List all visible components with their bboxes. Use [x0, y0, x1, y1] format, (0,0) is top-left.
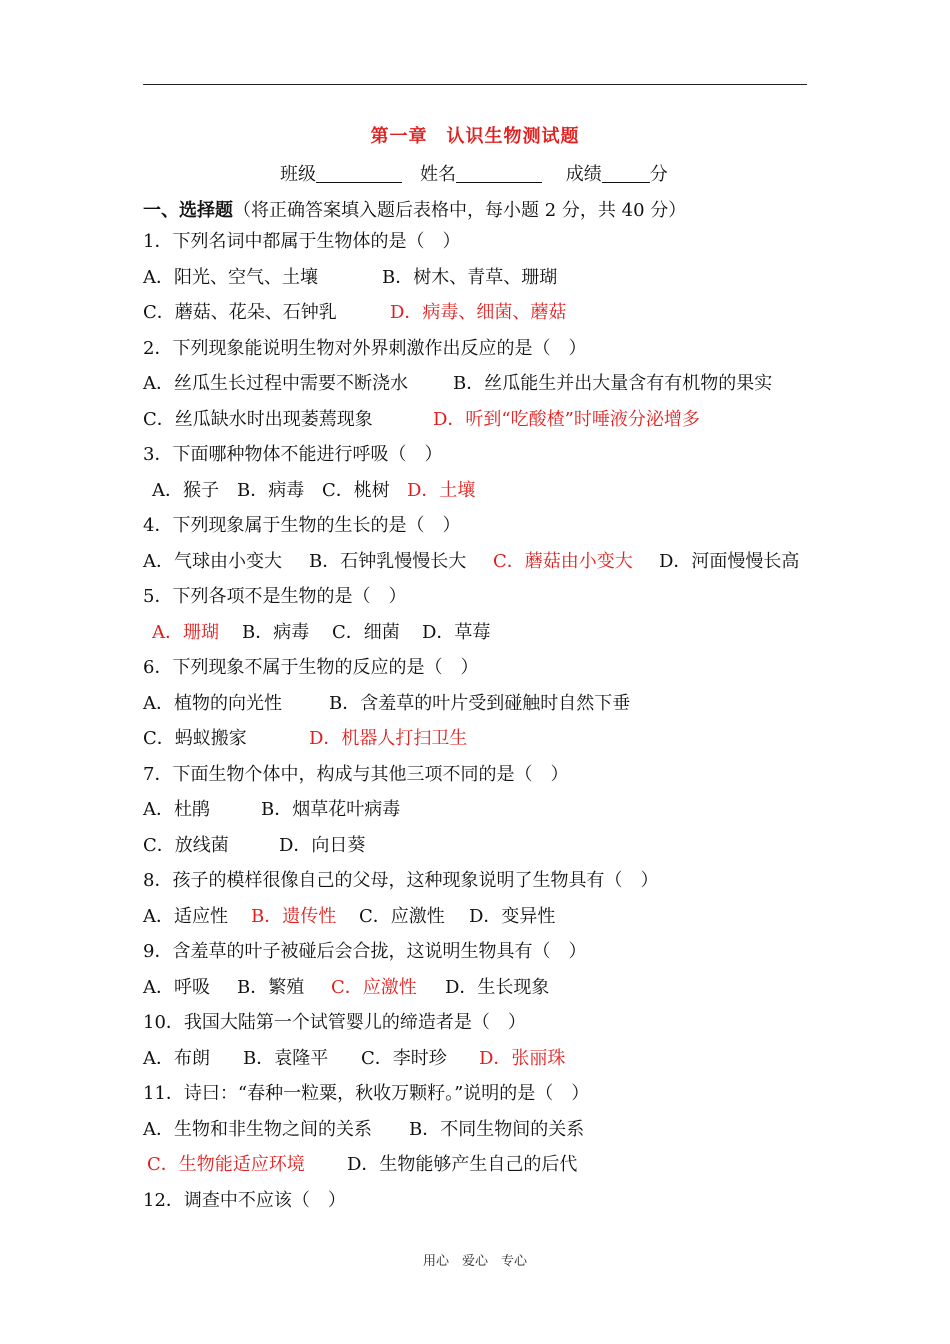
option-c[interactable]: C．蘑菇、花朵、石钟乳 — [143, 302, 337, 323]
option-a[interactable]: A．适应性 — [143, 906, 228, 927]
option-b[interactable]: B．含羞草的叶片受到碰触时自然下垂 — [329, 693, 631, 714]
question-8: 8．孩子的模样很像自己的父母，这种现象说明了生物具有（ ） — [143, 870, 659, 891]
option-a[interactable]: A．生物和非生物之间的关系 — [143, 1119, 372, 1140]
option-a[interactable]: A．呼吸 — [143, 977, 210, 998]
option-b[interactable]: B．烟草花叶病毒 — [261, 799, 401, 820]
question-4: 4．下列现象属于生物的生长的是（ ） — [143, 515, 461, 536]
question-11: 11．诗曰：“春种一粒粟，秋收万颗籽。”说明的是（ ） — [143, 1083, 590, 1104]
option-d[interactable]: D．向日葵 — [279, 835, 366, 856]
option-b[interactable]: B．不同生物间的关系 — [409, 1119, 585, 1140]
header-rule — [143, 84, 807, 85]
option-d-answer[interactable]: D．机器人打扫卫生 — [309, 728, 468, 749]
question-3: 3．下面哪种物体不能进行呼吸（ ） — [143, 444, 443, 465]
option-d[interactable]: D．变异性 — [469, 906, 556, 927]
option-b[interactable]: B．袁隆平 — [243, 1048, 329, 1069]
question-10: 10．我国大陆第一个试管婴儿的缔造者是（ ） — [143, 1012, 526, 1033]
option-b[interactable]: B．石钟乳慢慢长大 — [309, 551, 467, 572]
option-b[interactable]: B．繁殖 — [237, 977, 305, 998]
name-label: 姓名 — [420, 164, 456, 185]
option-c[interactable]: C．细菌 — [332, 622, 400, 643]
option-a[interactable]: A．猴子 — [152, 480, 219, 501]
option-b-answer[interactable]: B．遗传性 — [251, 906, 337, 927]
option-c-answer[interactable]: C．生物能适应环境 — [147, 1154, 305, 1175]
options-row — [143, 726, 467, 752]
option-c-answer[interactable]: C．蘑菇由小变大 — [493, 551, 633, 572]
option-a[interactable]: A．丝瓜生长过程中需要不断浇水 — [143, 373, 408, 394]
score-unit: 分 — [649, 164, 668, 185]
options-row — [143, 300, 566, 326]
question-1: 1．下列名词中都属于生物体的是（ ） — [143, 231, 461, 252]
page-title: 第一章 认识生物测试题 — [370, 126, 580, 147]
option-d[interactable]: D．草莓 — [422, 622, 491, 643]
option-d-answer[interactable]: D．土壤 — [407, 480, 476, 501]
option-d[interactable]: D．河面慢慢长高 — [659, 551, 800, 572]
option-b[interactable]: B．丝瓜能生并出大量含有有机物的果实 — [453, 373, 773, 394]
name-blank[interactable] — [456, 164, 542, 183]
option-c-answer[interactable]: C．应激性 — [331, 977, 417, 998]
options-row — [143, 265, 557, 291]
student-info-line — [280, 160, 668, 186]
option-d[interactable]: D．生物能够产生自己的后代 — [347, 1154, 578, 1175]
option-a[interactable]: A．杜鹃 — [143, 799, 210, 820]
option-d[interactable]: D．生长现象 — [445, 977, 550, 998]
option-a[interactable]: A．气球由小变大 — [143, 551, 282, 572]
option-c[interactable]: C．李时珍 — [361, 1048, 447, 1069]
question-2: 2．下列现象能说明生物对外界刺激作出反应的是（ ） — [143, 338, 587, 359]
question-9: 9．含羞草的叶子被碰后会合拢，这说明生物具有（ ） — [143, 941, 587, 962]
question-5: 5．下列各项不是生物的是（ ） — [143, 586, 407, 607]
option-c[interactable]: C．丝瓜缺水时出现萎蔫现象 — [143, 409, 373, 430]
option-d-answer[interactable]: D．病毒、细菌、蘑菇 — [390, 302, 567, 323]
option-b[interactable]: B．病毒 — [242, 622, 310, 643]
option-a[interactable]: A．布朗 — [143, 1048, 210, 1069]
option-a-answer[interactable]: A．珊瑚 — [152, 622, 219, 643]
option-c[interactable]: C．放线菌 — [143, 835, 229, 856]
option-c[interactable]: C．桃树 — [322, 480, 390, 501]
option-d-answer[interactable]: D．听到“吃酸楂”时唾液分泌增多 — [433, 409, 700, 430]
section-heading — [143, 196, 686, 222]
options-row — [143, 691, 630, 717]
options-row — [143, 1117, 584, 1143]
page-footer: 用心 爱心 专心 — [422, 1254, 527, 1269]
options-row — [143, 904, 555, 930]
score-label: 成绩 — [565, 164, 602, 185]
options-row — [147, 1152, 577, 1178]
options-row — [143, 371, 772, 397]
options-row — [152, 478, 475, 504]
section-instruction: （将正确答案填入题后表格中，每小题 2 分，共 40 分） — [233, 200, 687, 221]
option-c[interactable]: C．蚂蚁搬家 — [143, 728, 247, 749]
options-row — [143, 833, 365, 859]
options-row — [143, 1046, 565, 1072]
option-b[interactable]: B．病毒 — [237, 480, 305, 501]
options-row — [143, 797, 400, 823]
score-blank[interactable] — [602, 164, 650, 183]
class-label: 班级 — [280, 164, 316, 185]
options-row — [152, 620, 490, 646]
option-b[interactable]: B．树木、青草、珊瑚 — [382, 267, 558, 288]
options-row — [143, 407, 700, 433]
question-6: 6．下列现象不属于生物的反应的是（ ） — [143, 657, 479, 678]
options-row — [143, 549, 799, 575]
question-7: 7．下面生物个体中，构成与其他三项不同的是（ ） — [143, 764, 569, 785]
option-a[interactable]: A．阳光、空气、土壤 — [143, 267, 318, 288]
option-a[interactable]: A．植物的向光性 — [143, 693, 282, 714]
option-d-answer[interactable]: D．张丽珠 — [479, 1048, 566, 1069]
section-title: 一、选择题 — [143, 200, 233, 221]
option-c[interactable]: C．应激性 — [359, 906, 445, 927]
question-12: 12．调查中不应该（ ） — [143, 1190, 346, 1211]
options-row — [143, 975, 549, 1001]
class-blank[interactable] — [316, 164, 402, 183]
